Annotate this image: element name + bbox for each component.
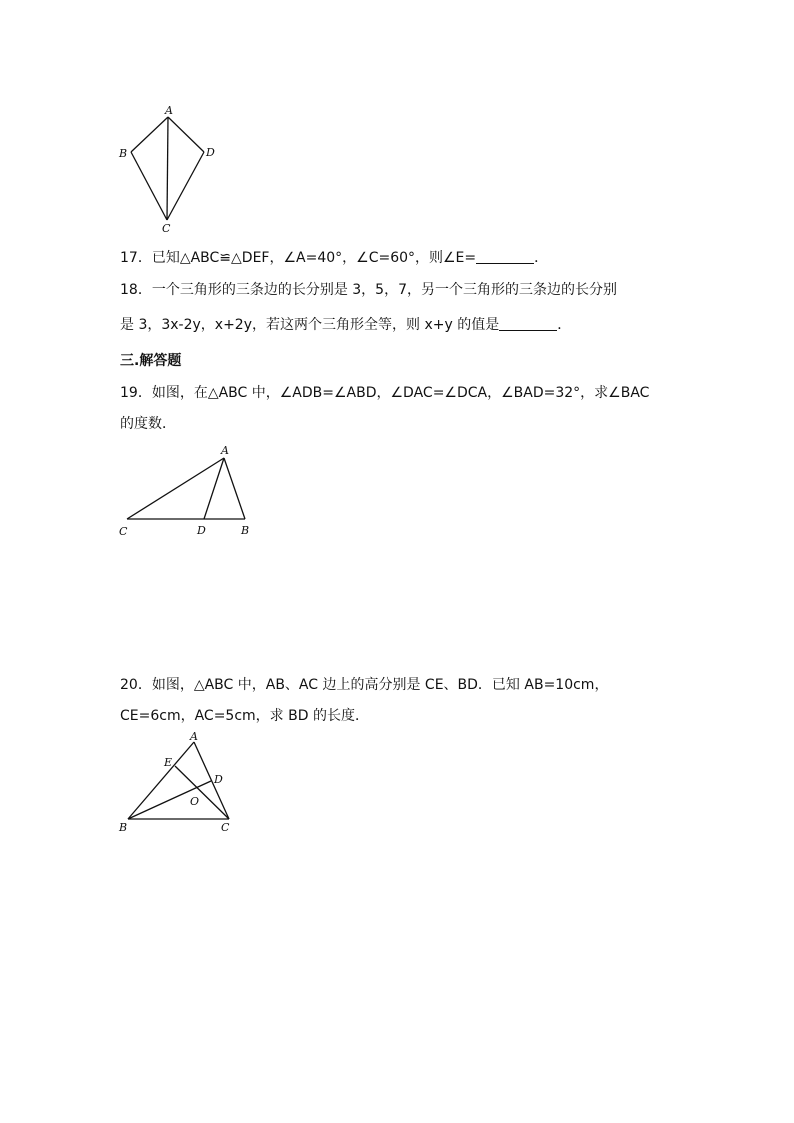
vertex-label-c: C: [221, 821, 230, 834]
question-20-text-1: 20．如图，△ABC 中，AB、AC 边上的高分别是 CE、BD．已知 AB=10cm，: [120, 677, 609, 693]
vertex-label-c: C: [162, 222, 171, 235]
vertex-label-o: O: [190, 795, 200, 808]
vertex-label-d: D: [197, 524, 206, 537]
question-18-end: ．: [557, 317, 572, 333]
question-18-text-1: 18．一个三角形的三条边的长分别是 3，5，7，另一个三角形的三条边的长分别: [120, 282, 617, 298]
segment-ac: [194, 742, 229, 819]
question-19-text-1: 19．如图，在△ABC 中，∠ADB=∠ABD，∠DAC=∠DCA，∠BAD=32°，求∠BAC: [120, 385, 650, 401]
vertex-label-b: B: [119, 821, 128, 834]
vertex-label-b: B: [241, 524, 250, 537]
vertex-label-a: A: [165, 104, 173, 117]
segment-ba: [128, 742, 194, 819]
question-19-text-2: 的度数．: [120, 416, 176, 432]
question-17-end: ．: [534, 250, 549, 266]
vertex-label-a: A: [190, 730, 198, 743]
question-17-text: 17．已知△ABC≌△DEF，∠A=40°，∠C=60°，则∠E=: [120, 250, 477, 266]
vertex-label-e: E: [164, 756, 173, 769]
vertex-label-a: A: [221, 444, 229, 457]
vertex-label-b: B: [119, 147, 128, 160]
question-20-text-2: CE=6cm，AC=5cm，求 BD 的长度．: [120, 708, 369, 724]
section-heading: 三.解答题: [120, 353, 182, 369]
vertex-label-d: D: [214, 773, 223, 786]
vertex-label-c: C: [119, 525, 128, 538]
vertex-label-d: D: [206, 146, 215, 159]
question-18-text-2: 是 3，3x-2y，x+2y，若这两个三角形全等，则 x+y 的值是: [120, 317, 500, 333]
